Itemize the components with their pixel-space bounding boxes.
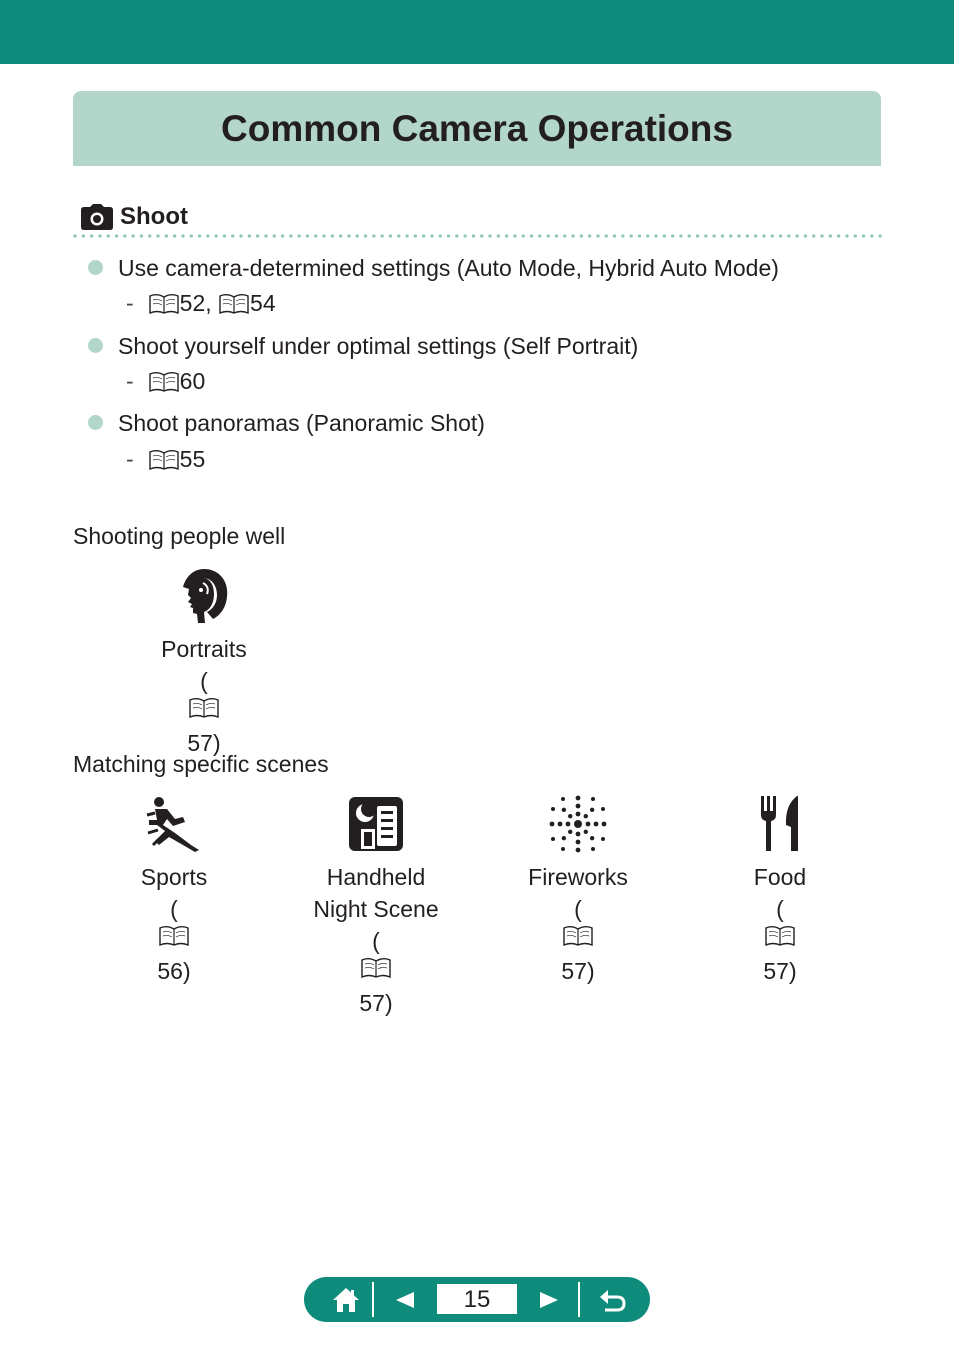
- page-reference[interactable]: - 60: [126, 368, 206, 394]
- navigation-bar: [304, 1277, 650, 1322]
- bullet-dot: [88, 338, 103, 353]
- header-bar: [0, 0, 954, 64]
- scene-reference: ( 57): [561, 896, 595, 984]
- page-number: 15: [437, 1284, 517, 1314]
- fireworks-icon: [549, 795, 607, 853]
- scene-handheld-night[interactable]: [276, 795, 476, 1019]
- book-icon: [562, 925, 594, 947]
- return-button[interactable]: [582, 1277, 644, 1322]
- previous-icon: [395, 1291, 415, 1309]
- page-reference[interactable]: - 52 , 54: [126, 290, 276, 316]
- scene-label: Food: [753, 864, 807, 890]
- section-label: Shoot: [120, 203, 188, 230]
- book-icon: [148, 449, 180, 471]
- scene-reference: ( 57): [187, 668, 221, 756]
- scene-sports[interactable]: [74, 795, 274, 987]
- scene-fireworks[interactable]: [478, 795, 678, 987]
- subheading-specific: Matching specific scenes: [73, 751, 329, 777]
- handheld-night-scene-icon: [347, 795, 405, 853]
- scene-label: Handheld: [326, 864, 426, 890]
- nav-separator: [372, 1282, 374, 1317]
- dotted-divider: [73, 234, 883, 238]
- scene-portraits[interactable]: [104, 567, 304, 759]
- book-icon: [188, 697, 220, 719]
- scene-label: Fireworks: [528, 864, 628, 890]
- bullet-dot: [88, 260, 103, 275]
- scene-reference: ( 57): [359, 928, 393, 1016]
- page-reference[interactable]: - 55: [126, 446, 206, 472]
- bullet-text: Shoot panoramas (Panoramic Shot): [118, 410, 485, 436]
- page-title: Common Camera Operations: [221, 107, 733, 149]
- food-icon: [751, 795, 809, 853]
- book-icon: [218, 293, 250, 315]
- book-icon: [158, 925, 190, 947]
- scene-reference: ( 57): [763, 896, 797, 984]
- bullet-dot: [88, 415, 103, 430]
- scene-label: Night Scene: [313, 896, 439, 922]
- next-icon: [539, 1291, 559, 1309]
- portrait-icon: [177, 567, 231, 625]
- home-icon: [332, 1287, 360, 1313]
- section-header: [80, 200, 188, 234]
- nav-separator: [578, 1282, 580, 1317]
- camera-icon: [80, 204, 114, 230]
- return-icon: [599, 1288, 627, 1312]
- book-icon: [360, 957, 392, 979]
- scene-food[interactable]: [680, 795, 880, 987]
- title-banner: [73, 91, 881, 166]
- scene-label: Portraits: [161, 636, 247, 662]
- sports-icon: [145, 795, 203, 853]
- bullet-text: Use camera-determined settings (Auto Mode, Hybrid Auto Mode): [118, 255, 779, 281]
- book-icon: [148, 293, 180, 315]
- home-button[interactable]: [316, 1277, 376, 1322]
- previous-page-button[interactable]: [376, 1277, 434, 1322]
- scene-reference: ( 56): [157, 896, 191, 984]
- subheading-people: Shooting people well: [73, 523, 286, 549]
- book-icon: [764, 925, 796, 947]
- next-page-button[interactable]: [520, 1277, 578, 1322]
- book-icon: [148, 371, 180, 393]
- bullet-text: Shoot yourself under optimal settings (Self Portrait): [118, 333, 639, 359]
- scene-label: Sports: [140, 864, 208, 890]
